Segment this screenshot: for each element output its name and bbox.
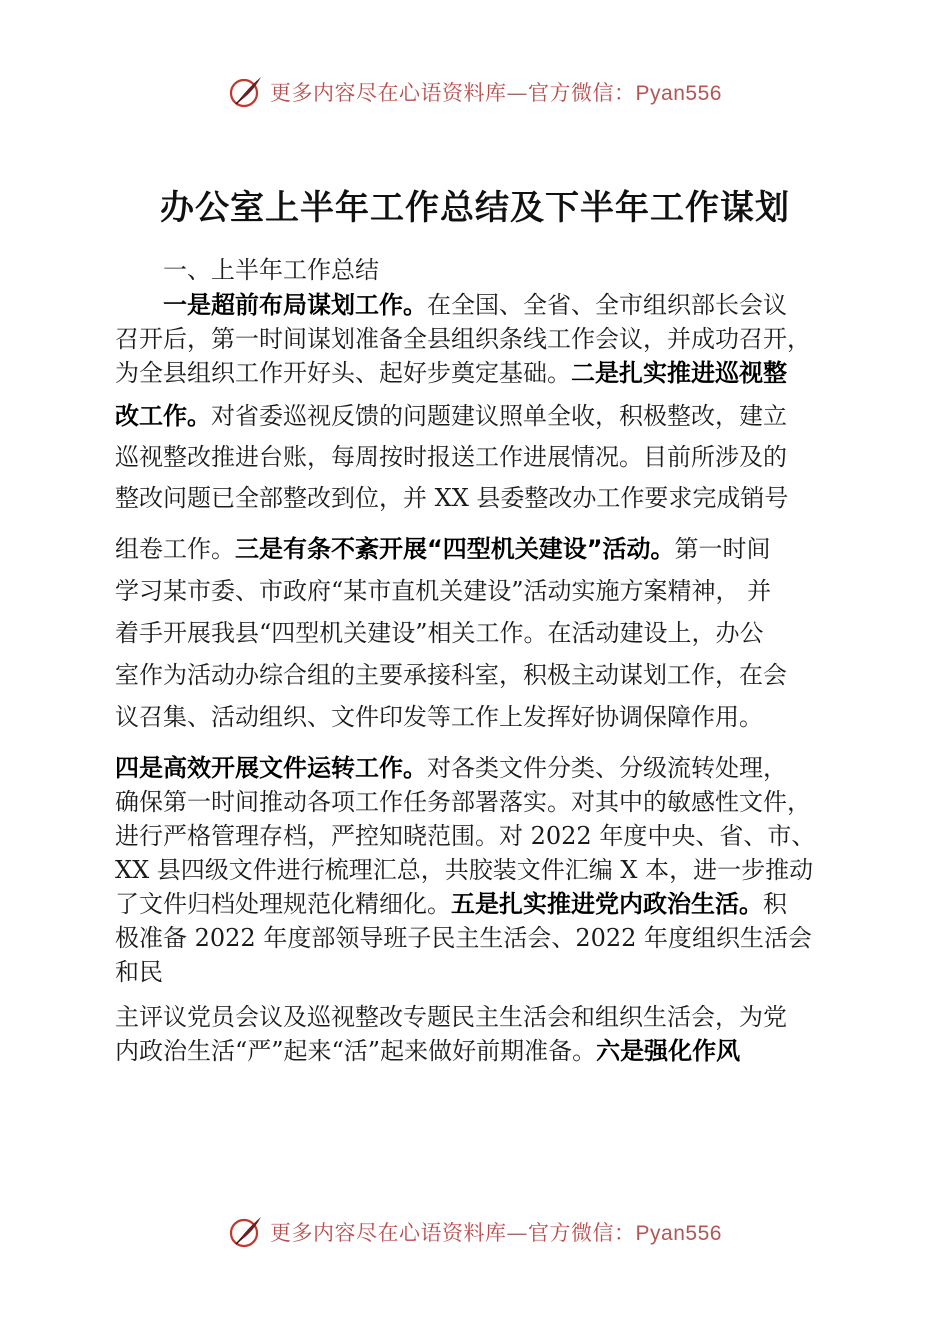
body-line (115, 853, 813, 887)
bold-lead-phrase: 五是扎实推进党内政治生活。 (451, 890, 763, 918)
body-line (115, 399, 787, 433)
bold-lead-phrase: 六是强化作风 (596, 1037, 741, 1065)
body-text-run: 内政治生活“严”起来“活”起来做好前期准备。 (115, 1037, 597, 1065)
body-line (115, 887, 787, 921)
body-text-run: 整改问题已全部整改到位，并 XX 县委整改办工作要求完成销号 (115, 484, 789, 512)
bold-lead-phrase: 三是有条不紊开展“四型机关建设”活动。 (235, 535, 675, 563)
bold-lead-phrase: 二是扎实推进巡视整 (571, 359, 787, 387)
watermark-text: 更多内容尽在心语资料库—官方微信：Pyan556 (270, 81, 722, 105)
body-text-run: 了文件归档处理规范化精细化。 (115, 890, 451, 918)
body-line (115, 700, 763, 734)
bold-lead-phrase: 改工作。 (115, 402, 211, 430)
document-title: 办公室上半年工作总结及下半年工作谋划 (160, 188, 790, 228)
body-text-run: 为全县组织工作开好头、起好步奠定基础。 (115, 359, 571, 387)
body-line (115, 658, 787, 692)
body-line (115, 532, 771, 566)
body-text-run: 巡视整改推进台账，每周按时报送工作进展情况。目前所涉及的 (115, 443, 787, 471)
body-text-run: 极准备 2022 年度部领导班子民主生活会、2022 年度组织生活会 (115, 924, 813, 952)
body-text-run: 主评议党员会议及巡视整改专题民主生活会和组织生活会，为党 (115, 1003, 787, 1031)
body-line (115, 322, 811, 356)
watermark-text: 更多内容尽在心语资料库—官方微信：Pyan556 (270, 1221, 722, 1245)
body-text-run: 第一时间 (674, 535, 771, 563)
body-line (115, 819, 815, 853)
body-text-run: XX 县四级文件进行梳理汇总，共胶装文件汇编 X 本，进一步推动 (115, 856, 814, 884)
body-line (163, 288, 787, 322)
body-line (115, 921, 812, 955)
bold-lead-phrase: 一是超前布局谋划工作。 (163, 291, 427, 319)
body-text-run: 进行严格管理存档，严控知晓范围。对 2022 年度中央、省、市、 (115, 822, 816, 850)
quill-logo-icon (228, 74, 264, 110)
body-line (115, 356, 787, 390)
body-line (115, 440, 787, 474)
body-text-run: 召开后，第一时间谋划准备全县组织条线工作会议，并成功召开， (115, 325, 811, 353)
body-line (115, 1000, 787, 1034)
body-text-run: 确保第一时间推动各项工作任务部署落实。对其中的敏感性文件， (115, 788, 811, 816)
body-text-run: 组卷工作。 (115, 535, 235, 563)
body-text-run: 积 (763, 890, 787, 918)
section-heading: 一、上半年工作总结 (163, 256, 379, 284)
body-text-run: 着手开展我县“四型机关建设”相关工作。在活动建设上，办公 (115, 619, 764, 647)
body-line (115, 616, 764, 650)
body-line (115, 785, 811, 819)
body-text-run: 室作为活动办综合组的主要承接科室，积极主动谋划工作，在会 (115, 661, 787, 689)
bold-lead-phrase: 四是高效开展文件运转工作。 (115, 754, 427, 782)
footer-watermark-banner (0, 1212, 950, 1252)
body-line (115, 481, 788, 515)
body-text-run: 对各类文件分类、分级流转处理， (427, 754, 787, 782)
body-text-run: 在全国、全省、全市组织部长会议 (427, 291, 787, 319)
header-watermark-banner (0, 72, 950, 112)
body-line (115, 574, 771, 608)
body-line (115, 1034, 740, 1068)
body-text-run: 对省委巡视反馈的问题建议照单全收，积极整改，建立 (211, 402, 787, 430)
body-line (115, 955, 163, 989)
body-text-run: 和民 (115, 958, 163, 986)
body-line (115, 751, 787, 785)
body-text-run: 议召集、活动组织、文件印发等工作上发挥好协调保障作用。 (115, 703, 763, 731)
body-text-run: 学习某市委、市政府“某市直机关建设”活动实施方案精神， 并 (115, 577, 772, 605)
quill-logo-icon (228, 1214, 264, 1250)
